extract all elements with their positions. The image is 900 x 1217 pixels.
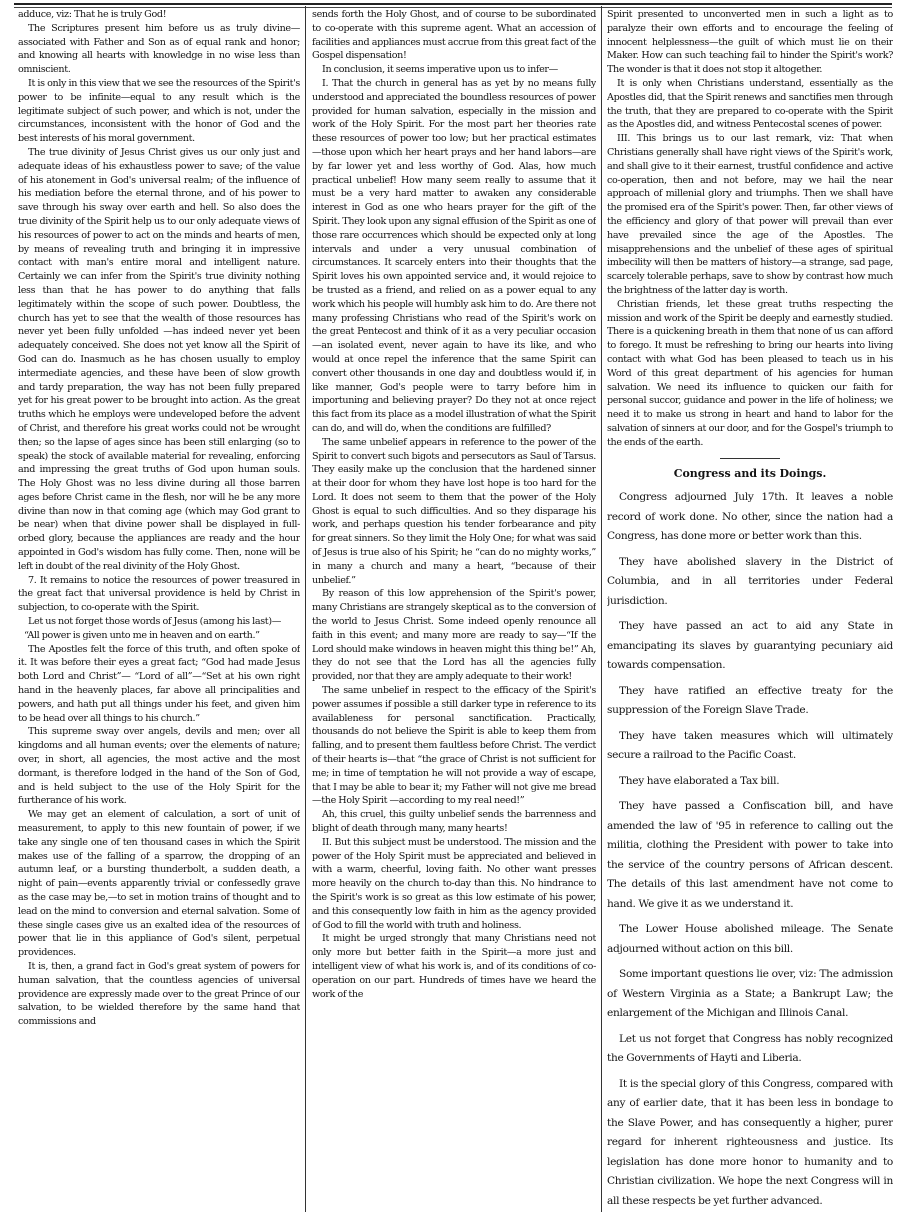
column-1 xyxy=(18,8,300,1212)
news-paragraph: They have abolished slavery in the District of Columbia, and in all territories under Federal jurisdiction. xyxy=(607,555,893,607)
news-paragraph: The Lower House abolished mileage. The Senate adjourned without action on this bill. xyxy=(607,923,893,955)
paragraph: III. This brings us to our last remark, viz: That when Christians generally shall have right views of the Spirit's work, and shall give to it their earnest, trustful confidence and active co-operation, then and not before, may we hail the near approach of millenial glory and triumphs. Then we shall have the promised era of the Spirit's power. Then, far other views of the efficiency and glory of that power will prevail than ever have prevailed since the age of the Apostles. The misapprehensions and the unbelief of these ages of spiritual imbecility will then be matters of history—a strange, sad page, scarcely tolerable perhaps, save to show by contrast how much the brightness of the latter day is worth. xyxy=(607,133,893,296)
paragraph: The same unbelief in respect to the efficacy of the Spirit's power assumes if possible a still darker type in reference to its availableness for personal sanctification. Practically, thousands do not believe the Spirit is able to keep them from falling, and to present them faultless before Christ. The verdict of their hearts is—that “the grace of Christ is not sufficient for me; in time of temptation he will not provide a way of escape, that I may be able to bear it; my Father will not give me bread—the Holy Spirit —according to my real need!” xyxy=(312,685,596,807)
paragraph: II. But this subject must be understood. The mission and the power of the Holy Spirit must be appreciated and believed in with a warm, cheerful, loving faith. No other want presses more heavily on the church to-day than this. No hindrance to the Spirit's work is so great as this low estimate of his power, and this consequently low faith in him as the agency provided of God to fill the world with truth and holiness. xyxy=(312,836,596,931)
paragraph: We may get an element of calculation, a sort of unit of measurement, to apply to this new fountain of power, if we take any single one of ten thousand cases in which the Spirit makes use of the falling of a sparrow, the dropping of an autumn leaf, or a bursting thunderbolt, a sudden death, a night of pain—events apparently trivial or confessedly grave as the case may be,—to set in motion trains of thought and to lead on the mind to conversion and eternal salvation. Some of these single cases give us an exalted idea of the resources of power that lie in this appliance of God's silent, perpetual providences. xyxy=(18,809,300,959)
paragraph: In conclusion, it seems imperative upon us to infer— xyxy=(322,64,558,76)
paragraph: It might be urged strongly that many Christians need not only more but better faith in the Spirit—a more just and intelligent view of what his work is, and of its conditions of co-operation on our part. Hundreds of times have we heard the work of the xyxy=(312,933,596,1000)
paragraph: This supreme sway over angels, devils and men; over all kingdoms and all human events; over the elements of nature; over, in short, all agencies, the most active and the most dormant, is therefore lodged in the hand of the Son of God, and is held subject to the use of the Holy Spirit for the furtherance of his work. xyxy=(18,726,300,807)
paragraph: Christian friends, let these great truths respecting the mission and work of the Spirit be deeply and earnestly studied. There is a quickening breath in them that none of us can afford to forego. It must be refreshing to bring our hearts into living contact with what God has been pleased to teach us in his Word of this great department of his agencies for human salvation. We need its influence to quicken our faith for personal succor, guidance and power in the life of holiness; we need it to make us strong in heart and hand to labor for the salvation of sinners at our door, and for the Gospel's triumph to the ends of the earth. xyxy=(607,298,893,448)
paragraph: The Apostles felt the force of this truth, and often spoke of it. It was before their eyes a great fact; “God had made Jesus both Lord and Christ”— “Lord of all”—“Set at his own right hand in the heavenly places, far above all principalities and powers, and hath put all things under his feet, and given him to be head over all things to his church.” xyxy=(18,643,300,724)
paragraph: It is only in this view that we see the resources of the Spirit's power to be infinite—equal to any result which is the legitimate subject of such power, and which is not, under the circumstances, inconsistent with the honor of God and the best interests of his moral government. xyxy=(18,77,300,145)
news-paragraph: It is the special glory of this Congress, compared with any of earlier date, that it has been less in bondage to the Slave Power, and has consequently a higher, purer regard for inherent righteousness and justice. Its legislation has done more honor to humanity and to Christian civilization. We hope the next Congress will in all these respects be yet further advanced. xyxy=(607,1077,893,1207)
news-paragraph: Some important questions lie over, viz: The admission of Western Virginia as a State; a Bankrupt Law; the enlargement of the Michigan and Illinois Canal. xyxy=(607,968,893,1020)
quotation: “All power is given unto me in heaven and on earth.” xyxy=(24,629,260,641)
news-paragraph: They have passed a Confiscation bill, and have amended the law of '95 in reference to calling out the militia, clothing the President with power to take into the service of the country persons of African descent. The details of this last amendment have not come to hand. We give it as we understand it. xyxy=(607,800,893,910)
news-paragraph: Let us not forget that Congress has nobly recognized the Governments of Hayti and Liberia. xyxy=(607,1032,893,1065)
paragraph: Ah, this cruel, this guilty unbelief sends the barrenness and blight of death through many, many hearts! xyxy=(312,809,596,835)
news-paragraph: They have passed an act to aid any State in emancipating its slaves by guarantying pecuniary aid towards compensation. xyxy=(607,620,893,672)
column-divider xyxy=(305,6,306,1212)
paragraph: 7. It remains to notice the resources of power treasured in the great fact that universal providence is held by Christ in subjection, to co-operate with the Spirit. xyxy=(18,574,300,614)
news-paragraph: They have taken measures which will ultimately secure a railroad to the Pacific Coast. xyxy=(607,729,893,762)
paragraph: By reason of this low apprehension of the Spirit's power, many Christians are strangely skeptical as to the conversion of the world to Jesus Christ. Some indeed openly renounce all faith in this event; and many more are ready to say—“If the Lord should make windows in heaven might this thing be!” Ah, they do not see that the Lord has all the agencies fully provided, nor that they are amply adequate to their work! xyxy=(312,588,596,683)
paragraph: Spirit presented to unconverted men in such a light as to paralyze their own efforts and to encourage the feeling of innocent helplessness—the guilt of which must lie on their Maker. How can such teaching fail to hinder the Spirit's work? The wonder is that it does not stop it altogether. xyxy=(607,9,893,76)
paragraph: I. That the church in general has as yet by no means fully understood and appreciated the boundless resources of power provided for human salvation, especially in the mission and work of the Holy Spirit. For the most part her theories rate these resources of power too low; but her practical estimates—those upon which her heart prays and her hand labors—are by far lower yet and less worthy of God. Alas, how much practical unbelief! How many seem really to assume that it must be a very hard matter to awaken any considerable interest in God as one who hears prayer for the gift of the Spirit. They look upon any signal effusion of the Spirit as one of those rare occurrences which should be expected only at long intervals and under a very unusual combination of circumstances. It scarcely enters into their thoughts that the Spirit loves his own appointed service and, it would rejoice to be trusted as a friend, and relied on as a power equal to any work which his people will humbly ask him to do. Are there not many professing Christians who read of the Spirit's work on the great Pentecost and think of it as a very peculiar occasion—an isolated event, never again to have its like, and who would at once repel the inference that the same Spirit can convert other thousands in one day and doubtless would if, in like manner, God's people were to tarry before him in importuning and believing prayer? Do they not at once reject this fact from its place as a model illustration of what the Spirit can do, and will do, when the conditions are fulfilled? xyxy=(312,77,596,434)
column-divider xyxy=(601,6,602,1212)
paragraph: It is only when Christians understand, essentially as the Apostles did, that the Spirit renews and sanctifies men through the truth, that they are prepared to co-operate with the Spirit as the Apostles did, and witness Pentecostal scenes of power. xyxy=(607,77,893,131)
news-paragraph: They have elaborated a Tax bill. xyxy=(619,774,780,787)
column-2 xyxy=(312,8,596,1212)
news-paragraph: They have ratified an effective treaty for the suppression of the Foreign Slave Trade. xyxy=(607,684,893,717)
section-heading: Congress and its Doings. xyxy=(673,466,827,480)
paragraph: The same unbelief appears in reference to the power of the Spirit to convert such bigots and persecutors as Saul of Tarsus. They easily make up the conclusion that the hardened sinner at their door for whom they have lost hope is too hard for the Lord. It does not seem to them that the power of the Holy Ghost is equal to such difficulties. And so they disparage his work, and perhaps question his tender forbearance and pity for great sinners. So they limit the Holy One; for what was said of Jesus is true also of his Spirit; he “can do no mighty works,” in many a church and many a heart, “because of their unbelief.” xyxy=(312,436,596,586)
top-rule xyxy=(14,3,892,5)
column-3 xyxy=(607,8,893,1212)
paragraph: sends forth the Holy Ghost, and of course to be subordinated to co-operate with this supreme agent. What an accession of facilities and appliances must accrue from this great fact of the Gospel dispensation! xyxy=(312,9,596,62)
paragraph: The true divinity of Jesus Christ gives us our only just and adequate ideas of his exhaustless power to save; of the value of his atonement in God's universal realm; of the influence of his mediation before the eternal throne, and of his power to save through his sway over earth and hell. So also does the true divinity of the Spirit help us to our only adequate views of his resources of power to act on the minds and hearts of men, by means of revealing truth and bringing it in impressive contact with man's entire moral and intelligent nature. Certainly we can infer from the Spirit's true divinity nothing less than that he has power to do anything that falls legitimately within the scope of such power. Doubtless, the church has yet to see that the wealth of those resources has never yet been fully unfolded —has indeed never yet been adequately conceived. She does not yet know all the Spirit of God can do. Inasmuch as he has chosen usually to employ intermediate agencies, and these have been of slow growth and tardy preparation, the way has not been fully prepared yet for his great power to be brought into action. As the great truths which he employs were undeveloped before the advent of Christ, and therefore his great works could not be wrought then; so the lapse of ages since has been still enlarging (so to speak) the stock of available material for revealing, enforcing and impressing the great truths of God upon human souls. The Holy Ghost was no less divine during all those barren ages before Christ came in the flesh, nor will he be any more divine than now in that coming age (which may God grant to be near) when that divine power shall be displayed in full-orbed glory, because the appliances are ready and the hour appointed in God's wisdom has fully come. Then, none will be left in doubt of the real divinity of the Holy Ghost. xyxy=(18,146,300,572)
paragraph: It is, then, a grand fact in God's great system of powers for human salvation, that the countless agencies of universal providence are expressly made over to the great Prince of our salvation, to be wielded therefore by the same hand that commissions and xyxy=(18,960,300,1028)
section-divider xyxy=(720,458,780,459)
news-paragraph: Congress adjourned July 17th. It leaves a noble record of work done. No other, since the nation had a Congress, has done more or better work than this. xyxy=(607,491,893,543)
paragraph: Let us not forget those words of Jesus (among his last)— xyxy=(28,616,281,628)
paragraph: adduce, viz: That he is truly God! xyxy=(18,9,167,20)
paragraph: The Scriptures present him before us as truly divine—associated with Father and Son as of equal rank and honor; and knowing all hearts with knowledge in no wise less than omniscient. xyxy=(18,22,300,76)
